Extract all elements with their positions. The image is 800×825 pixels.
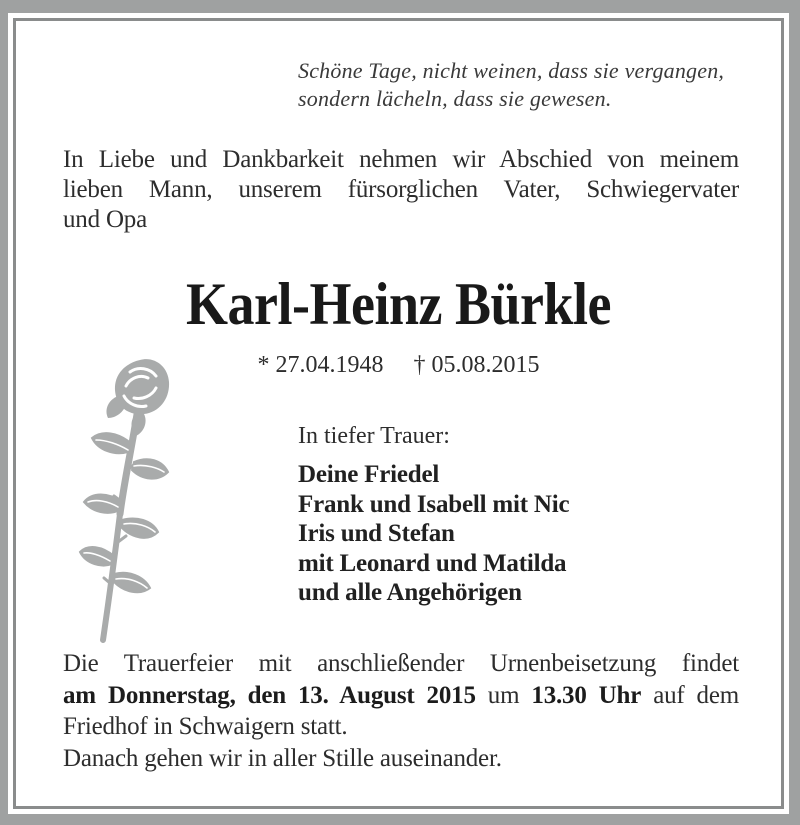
funeral-line: Friedhof in Schwaigern statt. (63, 713, 348, 740)
intro-line: lieben Mann, unserem fürsorglichen Vater, Schwiegervater (63, 176, 739, 203)
funeral-line: Danach gehen wir in aller Stille auseinander. (63, 744, 502, 772)
intro-paragraph (63, 145, 739, 235)
mourner-line: und alle Angehörigen (298, 579, 522, 606)
death-date: † 05.08.2015 (413, 352, 540, 378)
mourner-line: Frank und Isabell mit Nic (298, 490, 570, 518)
mourning-heading: In tiefer Trauer: (298, 423, 450, 449)
mourner-line: Iris und Stefan (298, 520, 455, 547)
epigraph-line: sondern lächeln, dass sie gewesen. (298, 86, 612, 111)
mourners-list (298, 460, 569, 608)
funeral-line: Die Trauerfeier mit anschließender Urnenbeisetzung findet (63, 650, 739, 677)
rose-icon (78, 352, 173, 644)
funeral-line (63, 680, 739, 712)
funeral-text: um (487, 681, 520, 709)
notice-paper (13, 18, 784, 809)
funeral-date-bold: am Donnerstag, den 13. August 2015 (63, 681, 476, 709)
funeral-time-bold: 13.30 Uhr (531, 681, 642, 709)
funeral-paragraph (63, 648, 739, 774)
mourner-line: mit Leonard und Matilda (298, 549, 567, 577)
intro-line: In Liebe und Dankbarkeit nehmen wir Abschied von meinem (63, 146, 739, 173)
birth-date: * 27.04.1948 (257, 352, 384, 378)
epigraph (298, 57, 724, 113)
mourner-line: Deine Friedel (298, 461, 440, 488)
funeral-text: auf dem (653, 681, 739, 709)
intro-line: und Opa (63, 206, 148, 233)
epigraph-line: Schöne Tage, nicht weinen, dass sie vergangen, (298, 58, 725, 83)
deceased-name: Karl-Heinz Bürkle (186, 270, 611, 338)
